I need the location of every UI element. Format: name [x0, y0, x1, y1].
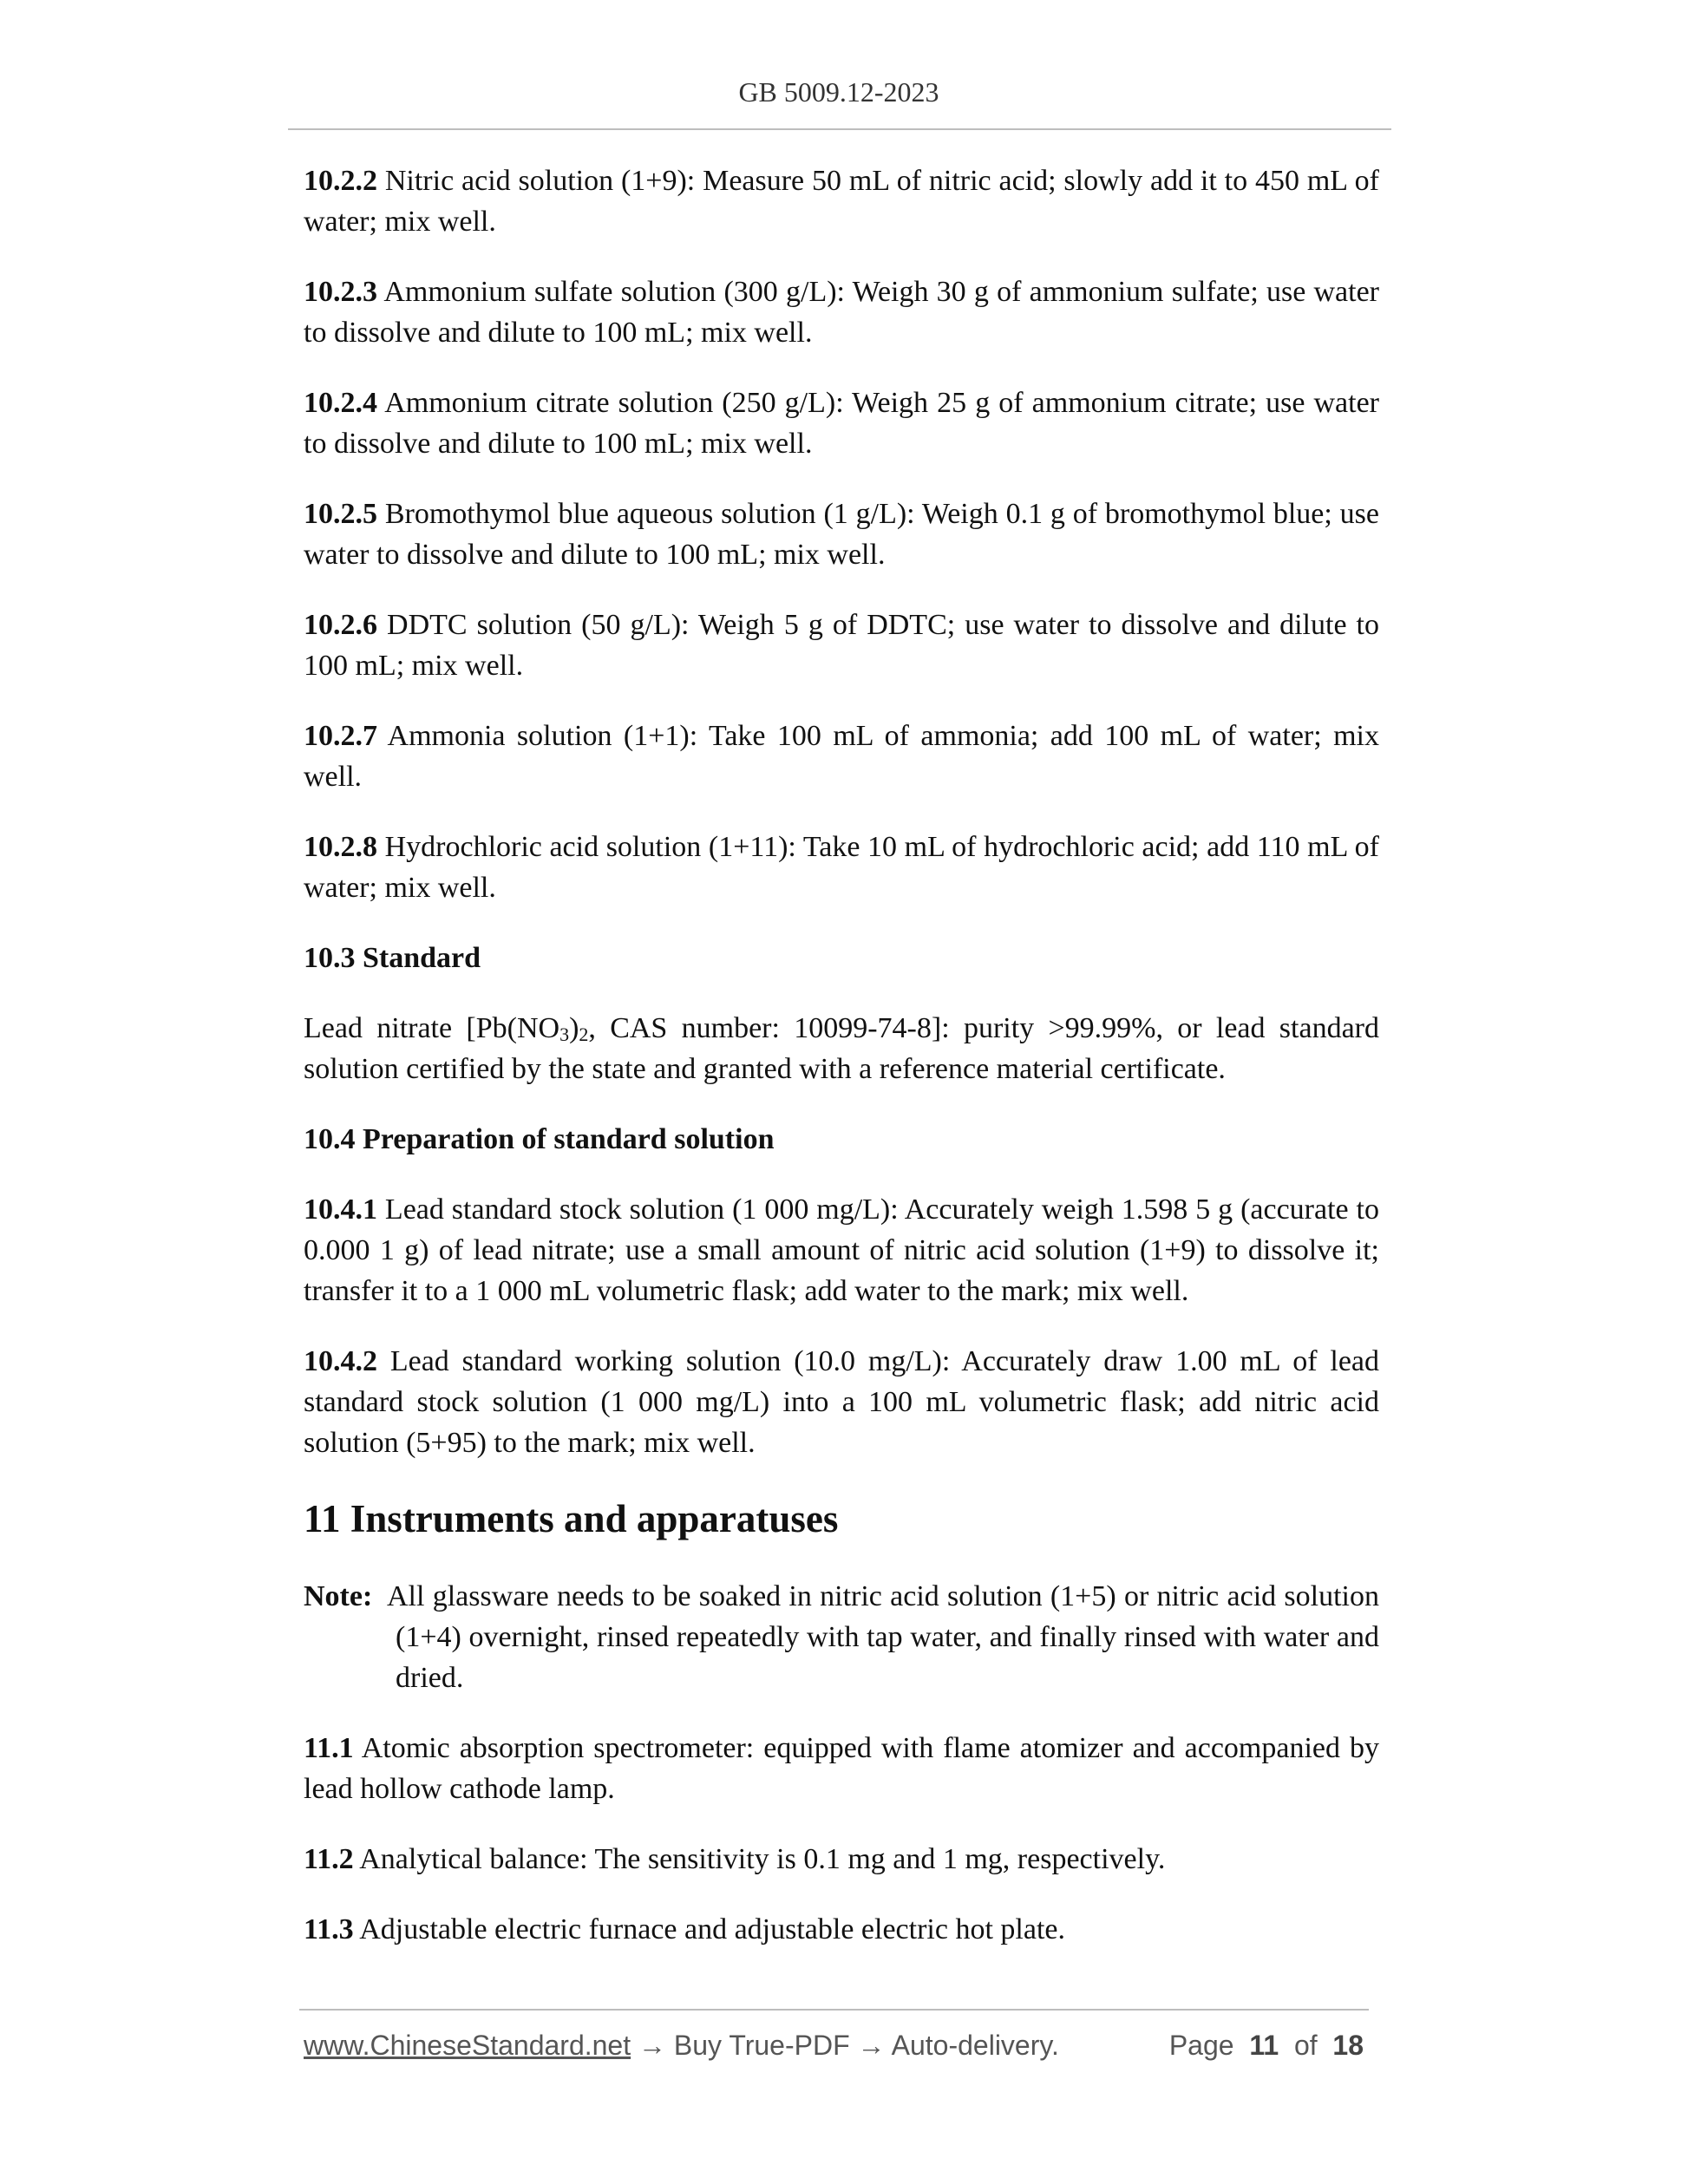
clause-10-2-2 [304, 160, 1379, 242]
text-segment: Lead nitrate [Pb(NO [304, 1012, 560, 1044]
footer-divider [299, 2009, 1369, 2011]
note-label: Note: [304, 1580, 373, 1612]
clause-number: 10.4.1 [304, 1193, 377, 1226]
clause-number: 11.2 [304, 1843, 354, 1875]
standard-description [304, 1008, 1379, 1089]
page-content [304, 160, 1379, 1979]
page-label: Page [1168, 2030, 1234, 2061]
clause-text: DDTC solution (50 g/L): Weigh 5 g of DDTC; use water to dissolve and dilute to 100 mL; mix well. [304, 609, 1379, 682]
clause-number: 10.2.6 [304, 609, 377, 641]
subscript: 2 [579, 1023, 589, 1045]
clause-number: 10.2.3 [304, 276, 377, 308]
clause-10-2-6 [304, 605, 1379, 686]
page-number: 11 [1249, 2030, 1279, 2061]
section-heading-11: 11 Instruments and apparatuses [304, 1497, 839, 1540]
clause-text: Lead standard stock solution (1 000 mg/L): Accurately weigh 1.598 5 g (accurate to 0.000 1 g) of lead nitrate; use a small amount of nitric acid solution (1+9) to dissolve it; transfer it to a 1 000 mL volumetric flask; add water to the mark; mix well. [304, 1193, 1379, 1307]
page-footer [304, 2030, 1371, 2068]
clause-number: 11.1 [304, 1732, 354, 1764]
clause-10-2-4 [304, 383, 1379, 464]
clause-number: 10.2.7 [304, 720, 377, 752]
clause-10-2-3 [304, 271, 1379, 353]
clause-number: 10.2.5 [304, 498, 377, 530]
clause-text: Hydrochloric acid solution (1+11): Take 10 mL of hydrochloric acid; add 110 mL of water; mix well. [304, 831, 1379, 904]
page-indicator [1169, 2030, 1364, 2062]
clause-text: Adjustable electric furnace and adjustable electric hot plate. [353, 1913, 1065, 1945]
clause-text: Ammonium citrate solution (250 g/L): Weigh 25 g of ammonium citrate; use water to dissolve and dilute to 100 mL; mix well. [304, 387, 1379, 460]
text-segment: , CAS number: 10099-74-8]: purity >99.99%, or lead standard solution certified by the state and granted with a reference material certificate. [304, 1012, 1379, 1085]
clause-number: 11.3 [304, 1913, 354, 1945]
clause-10-4-2 [304, 1341, 1379, 1463]
clause-text: Ammonia solution (1+1): Take 100 mL of ammonia; add 100 mL of water; mix well. [304, 720, 1379, 793]
header-divider [288, 128, 1391, 130]
clause-text: Ammonium sulfate solution (300 g/L): Weigh 30 g of ammonium sulfate; use water to dissolve and dilute to 100 mL; mix well. [304, 276, 1379, 349]
clause-number: 10.2.4 [304, 387, 377, 419]
clause-text: Bromothymol blue aqueous solution (1 g/L): Weigh 0.1 g of bromothymol blue; use water to dissolve and dilute to 100 mL; mix well. [304, 498, 1379, 571]
clause-10-2-8 [304, 827, 1379, 908]
clause-text: Analytical balance: The sensitivity is 0.1 mg and 1 mg, respectively. [353, 1843, 1166, 1875]
clause-number: 10.2.2 [304, 165, 377, 197]
note-block [304, 1576, 1379, 1698]
note-text: All glassware needs to be soaked in nitric acid solution (1+5) or nitric acid solution (1+4) overnight, rinsed repeatedly with tap water, and finally rinsed with water and dried. [387, 1580, 1379, 1694]
total-pages: 18 [1332, 2030, 1364, 2061]
text-segment: ) [569, 1012, 579, 1044]
clause-10-2-5 [304, 494, 1379, 575]
clause-number: 10.2.8 [304, 831, 377, 863]
clause-10-4-1 [304, 1189, 1379, 1311]
clause-11-3 [304, 1909, 1379, 1950]
clause-text: Nitric acid solution (1+9): Measure 50 mL of nitric acid; slowly add it to 450 mL of water; mix well. [304, 165, 1379, 238]
promo-text: → Buy True-PDF → Auto-delivery. [631, 2030, 1059, 2061]
clause-text: Lead standard working solution (10.0 mg/L): Accurately draw 1.00 mL of lead standard stock solution (1 000 mg/L) into a 100 mL volumetric flask; add nitric acid solution (5+95) to the mark; mix well. [304, 1345, 1379, 1459]
subscript: 3 [559, 1023, 570, 1045]
clause-11-2 [304, 1839, 1379, 1880]
clause-number: 10.4.2 [304, 1345, 377, 1377]
website-link[interactable]: www.ChineseStandard.net [304, 2030, 631, 2061]
clause-11-1 [304, 1728, 1379, 1809]
clause-text: Atomic absorption spectrometer: equipped with flame atomizer and accompanied by lead hollow cathode lamp. [304, 1732, 1379, 1805]
page-header: GB 5009.12-2023 [738, 76, 939, 108]
footer-promo [304, 2030, 1059, 2062]
section-heading-10-3: 10.3 Standard [304, 942, 481, 974]
of-label: of [1293, 2030, 1318, 2061]
section-heading-10-4: 10.4 Preparation of standard solution [304, 1123, 775, 1155]
clause-10-2-7 [304, 716, 1379, 797]
